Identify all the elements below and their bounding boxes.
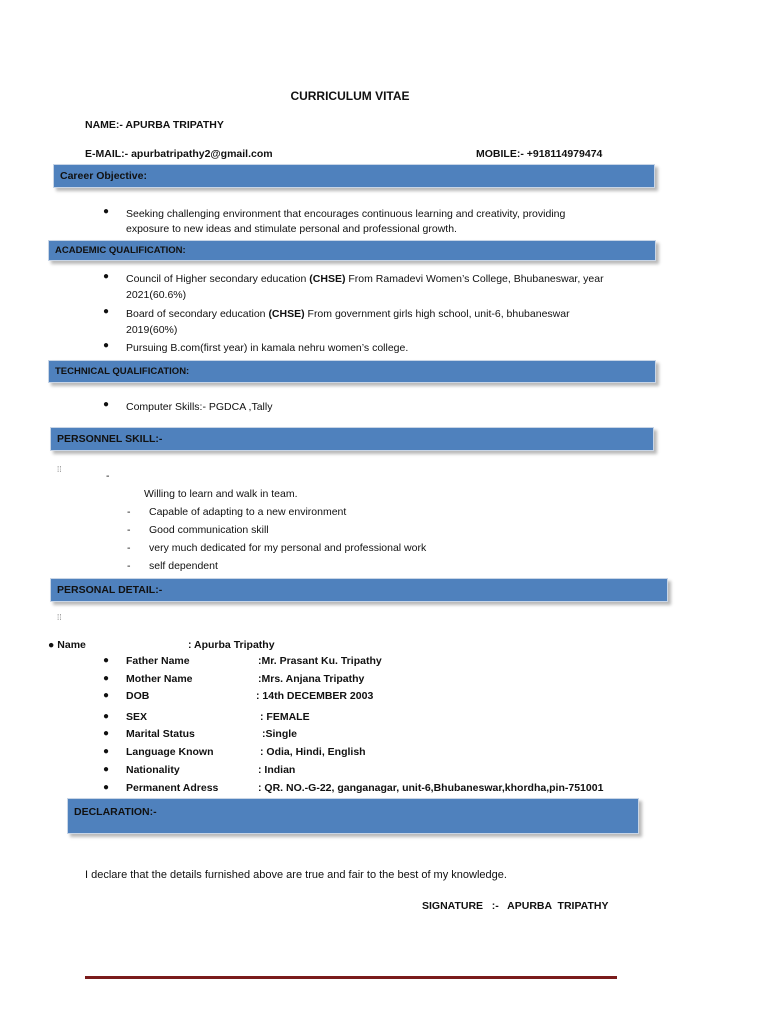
section-title: TECHNICAL QUALIFICATION:: [55, 366, 190, 377]
technical-line: Computer Skills:- PGDCA ,Tally: [126, 401, 273, 413]
placeholder-glyph-icon: ⁞⁞: [57, 465, 62, 474]
academic-line-2: 2021(60.6%): [126, 289, 187, 301]
skill-dash: -: [106, 470, 110, 482]
name-line: NAME:- APURBA TRIPATHY: [85, 119, 224, 131]
declaration-text: I declare that the details furnished above are true and fair to the best of my knowledge.: [85, 869, 507, 881]
bullet-icon: ●: [103, 271, 110, 282]
section-header-personnel-skill: [50, 427, 654, 451]
section-title: DECLARATION:-: [74, 806, 157, 818]
skill-item: Willing to learn and walk in team.: [144, 488, 298, 500]
academic-line-1: Board of secondary education (CHSE) From government girls high school, unit-6, bhubaneswar: [126, 308, 570, 320]
academic-line-1: Council of Higher secondary education (CHSE) From Ramadevi Women’s College, Bhubaneswar, year: [126, 273, 604, 285]
career-line-2: exposure to new ideas and stimulate personal and professional growth.: [126, 223, 457, 235]
academic-line-2: 2019(60%): [126, 324, 178, 336]
section-header-technical: [48, 360, 656, 383]
bullet-icon: ●: [103, 306, 110, 317]
section-title: Career Objective:: [60, 170, 147, 182]
bullet-icon: ●: [103, 340, 110, 351]
personal-name-label: ● Name: [48, 639, 86, 651]
section-header-career-objective: [53, 164, 655, 188]
bullet-icon: ●: [103, 399, 110, 410]
academic-line-1: Pursuing B.com(first year) in kamala nehru women’s college.: [126, 342, 409, 354]
footer-rule: [85, 976, 617, 979]
personal-name-value: : Apurba Tripathy: [188, 639, 275, 651]
section-header-academic: [48, 240, 656, 261]
section-title: PERSONNEL SKILL:-: [57, 433, 163, 445]
section-header-personal-detail: [50, 578, 668, 602]
section-title: ACADEMIC QUALIFICATION:: [55, 245, 186, 256]
section-header-declaration: [67, 798, 639, 834]
bullet-icon: ●: [103, 206, 110, 217]
placeholder-glyph-icon: ⁞⁞: [57, 613, 62, 622]
section-title: PERSONAL DETAIL:-: [57, 584, 163, 596]
document-title: CURRICULUM VITAE: [290, 89, 410, 103]
email-line: E-MAIL:- apurbatripathy2@gmail.com: [85, 148, 273, 160]
mobile-line: MOBILE:- +918114979474: [476, 148, 603, 160]
career-line-1: Seeking challenging environment that encourages continuous learning and creativity, providing: [126, 208, 566, 220]
signature: SIGNATURE :- APURBA TRIPATHY: [422, 900, 609, 912]
